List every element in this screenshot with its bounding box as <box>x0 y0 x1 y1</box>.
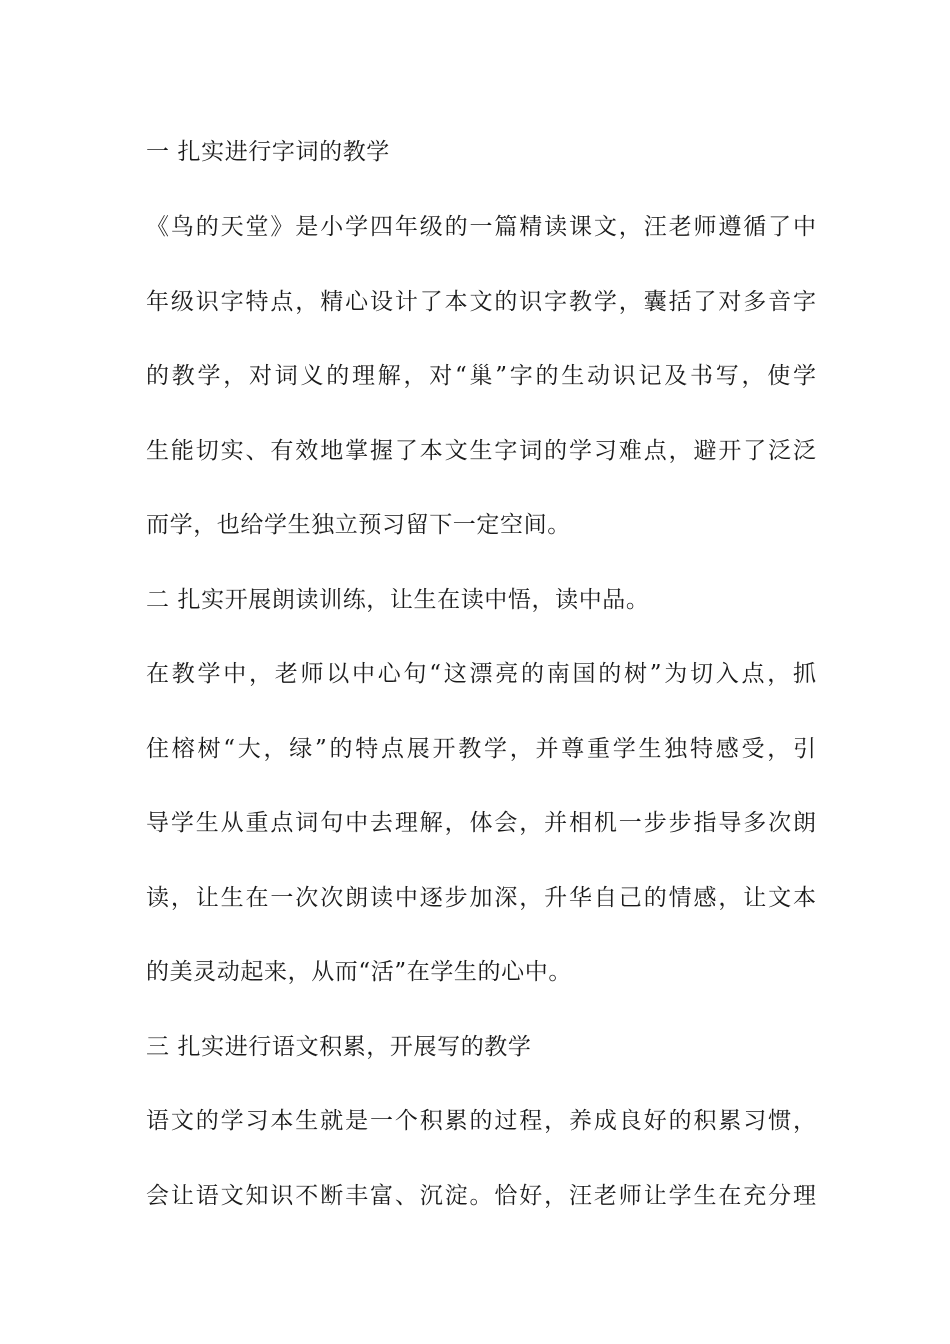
paragraph-line: 年级识字特点，精心设计了本文的识字教学，囊括了对多音字 <box>146 289 816 315</box>
paragraph-line: 《鸟的天堂》是小学四年级的一篇精读课文，汪老师遵循了中 <box>146 214 816 240</box>
paragraph-line: 导学生从重点词句中去理解，体会，并相机一步步指导多次朗 <box>146 810 816 836</box>
paragraph-line: 的教学，对词义的理解，对“巢”字的生动识记及书写，使学 <box>146 363 816 389</box>
section-heading-3: 三 扎实进行语文积累，开展写的教学 <box>146 1034 532 1060</box>
paragraph-line: 会让语文知识不断丰富、沉淀。恰好，汪老师让学生在充分理 <box>146 1183 816 1209</box>
paragraph-line: 住榕树“大，绿”的特点展开教学，并尊重学生独特感受，引 <box>146 736 816 762</box>
paragraph-line: 语文的学习本生就是一个积累的过程，养成良好的积累习惯， <box>146 1108 816 1134</box>
paragraph-line: 而学，也给学生独立预习留下一定空间。 <box>146 512 571 538</box>
paragraph-line: 生能切实、有效地掌握了本文生字词的学习难点，避开了泛泛 <box>146 438 816 464</box>
paragraph-line: 在教学中，老师以中心句“这漂亮的南国的树”为切入点，抓 <box>146 661 816 687</box>
paragraph-line: 的美灵动起来，从而“活”在学生的心中。 <box>146 959 572 985</box>
section-heading-2: 二 扎实开展朗读训练，让生在读中悟，读中品。 <box>146 587 650 613</box>
paragraph-line: 读，让生在一次次朗读中逐步加深，升华自己的情感，让文本 <box>146 885 816 911</box>
section-heading-1: 一 扎实进行字词的教学 <box>146 139 390 165</box>
